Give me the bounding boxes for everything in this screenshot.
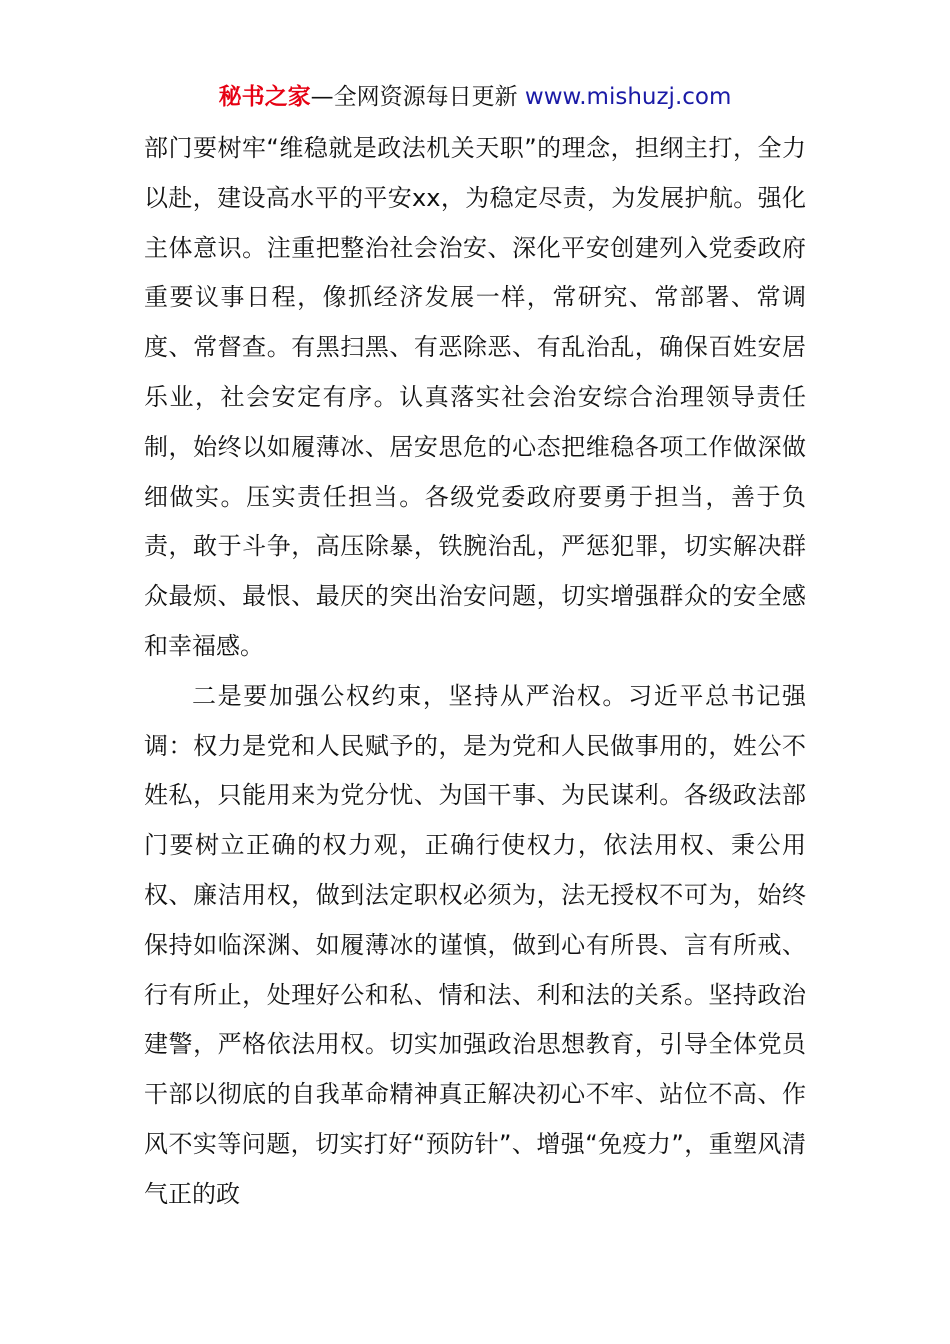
- site-url-link[interactable]: www.mishuzj.com: [524, 84, 732, 110]
- document-body: [144, 124, 806, 1220]
- brand-name: 秘书之家: [218, 84, 311, 110]
- paragraph-continued: 部门要树牢“维稳就是政法机关天职”的理念，担纲主打，全力以赴，建设高水平的平安xx，为稳定尽责，为发展护航。强化主体意识。注重把整治社会治安、深化平安创建列入党委政府重要议事日程，像抓经济发展一样，常研究、常部署、常调度、常督查。有黑扫黑、有恶除恶、有乱治乱，确保百姓安居乐业，社会安定有序。认真落实社会治安综合治理领导责任制，始终以如履薄冰、居安思危的心态把维稳各项工作做深做细做实。压实责任担当。各级党委政府要勇于担当，善于负责，敢于斗争，高压除暴，铁腕治乱，严惩犯罪，切实解决群众最烦、最恨、最厌的突出治安问题，切实增强群众的安全感和幸福感。: [144, 134, 806, 660]
- site-header: [0, 80, 950, 114]
- header-tagline: —全网资源每日更新: [310, 84, 518, 110]
- paragraph-two: 二是要加强公权约束，坚持从严治权。习近平总书记强调：权力是党和人民赋予的，是为党和人民做事用的，姓公不姓私，只能用来为党分忧、为国干事、为民谋利。各级政法部门要树立正确的权力观，正确行使权力，依法用权、秉公用权、廉洁用权，做到法定职权必须为，法无授权不可为，始终保持如临深渊、如履薄冰的谨慎，做到心有所畏、言有所戒、行有所止，处理好公和私、情和法、利和法的关系。坚持政治建警，严格依法用权。切实加强政治思想教育，引导全体党员干部以彻底的自我革命精神真正解决初心不牢、站位不高、作风不实等问题，切实打好“预防针”、增强“免疫力”，重塑风清气正的政: [144, 681, 806, 1208]
